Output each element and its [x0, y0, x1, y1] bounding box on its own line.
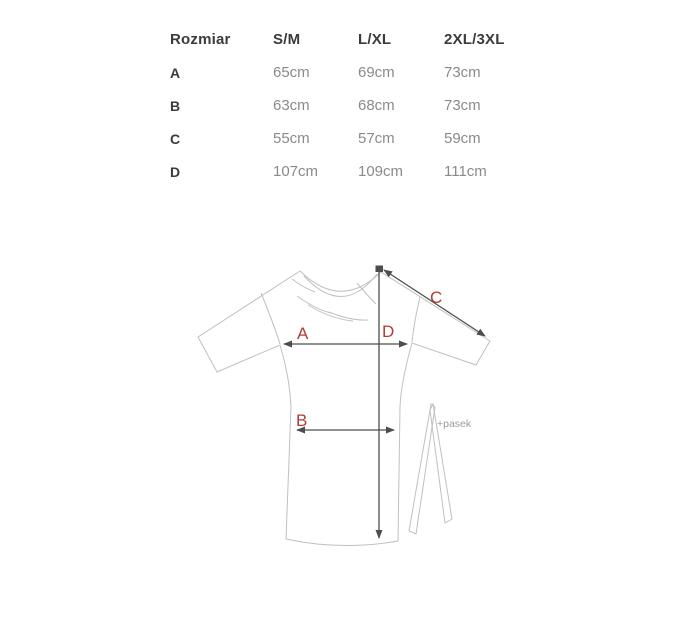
measurement-label-b: B — [296, 411, 308, 430]
size-value: 59cm — [444, 130, 481, 147]
measurement-label-c: C — [430, 288, 443, 307]
size-table-header-lxl: L/XL — [358, 31, 392, 48]
row-label-d: D — [170, 163, 181, 180]
size-table-header-rozmiar: Rozmiar — [170, 31, 231, 48]
size-table-header-sm: S/M — [273, 31, 301, 48]
belt-strap-left — [409, 404, 435, 534]
size-value: 107cm — [273, 163, 319, 180]
size-value: 69cm — [358, 64, 395, 81]
size-value: 73cm — [444, 97, 481, 114]
size-value: 63cm — [273, 97, 310, 114]
size-value: 111cm — [444, 163, 487, 180]
garment-outline — [198, 271, 490, 546]
size-value: 57cm — [358, 130, 395, 147]
measurement-label-d: D — [382, 322, 395, 341]
size-value: 68cm — [358, 97, 395, 114]
measurement-label-a: A — [297, 324, 309, 343]
row-label-a: A — [170, 64, 181, 81]
size-value: 109cm — [358, 163, 404, 180]
row-label-c: C — [170, 130, 181, 147]
row-label-b: B — [170, 97, 181, 114]
size-value: 73cm — [444, 64, 481, 81]
measurement-origin-dot — [376, 266, 384, 273]
size-value: 55cm — [273, 130, 310, 147]
size-value: 65cm — [273, 64, 310, 81]
belt-note: +pasek — [437, 418, 472, 430]
size-table-header-2xl3xl: 2XL/3XL — [444, 31, 505, 48]
